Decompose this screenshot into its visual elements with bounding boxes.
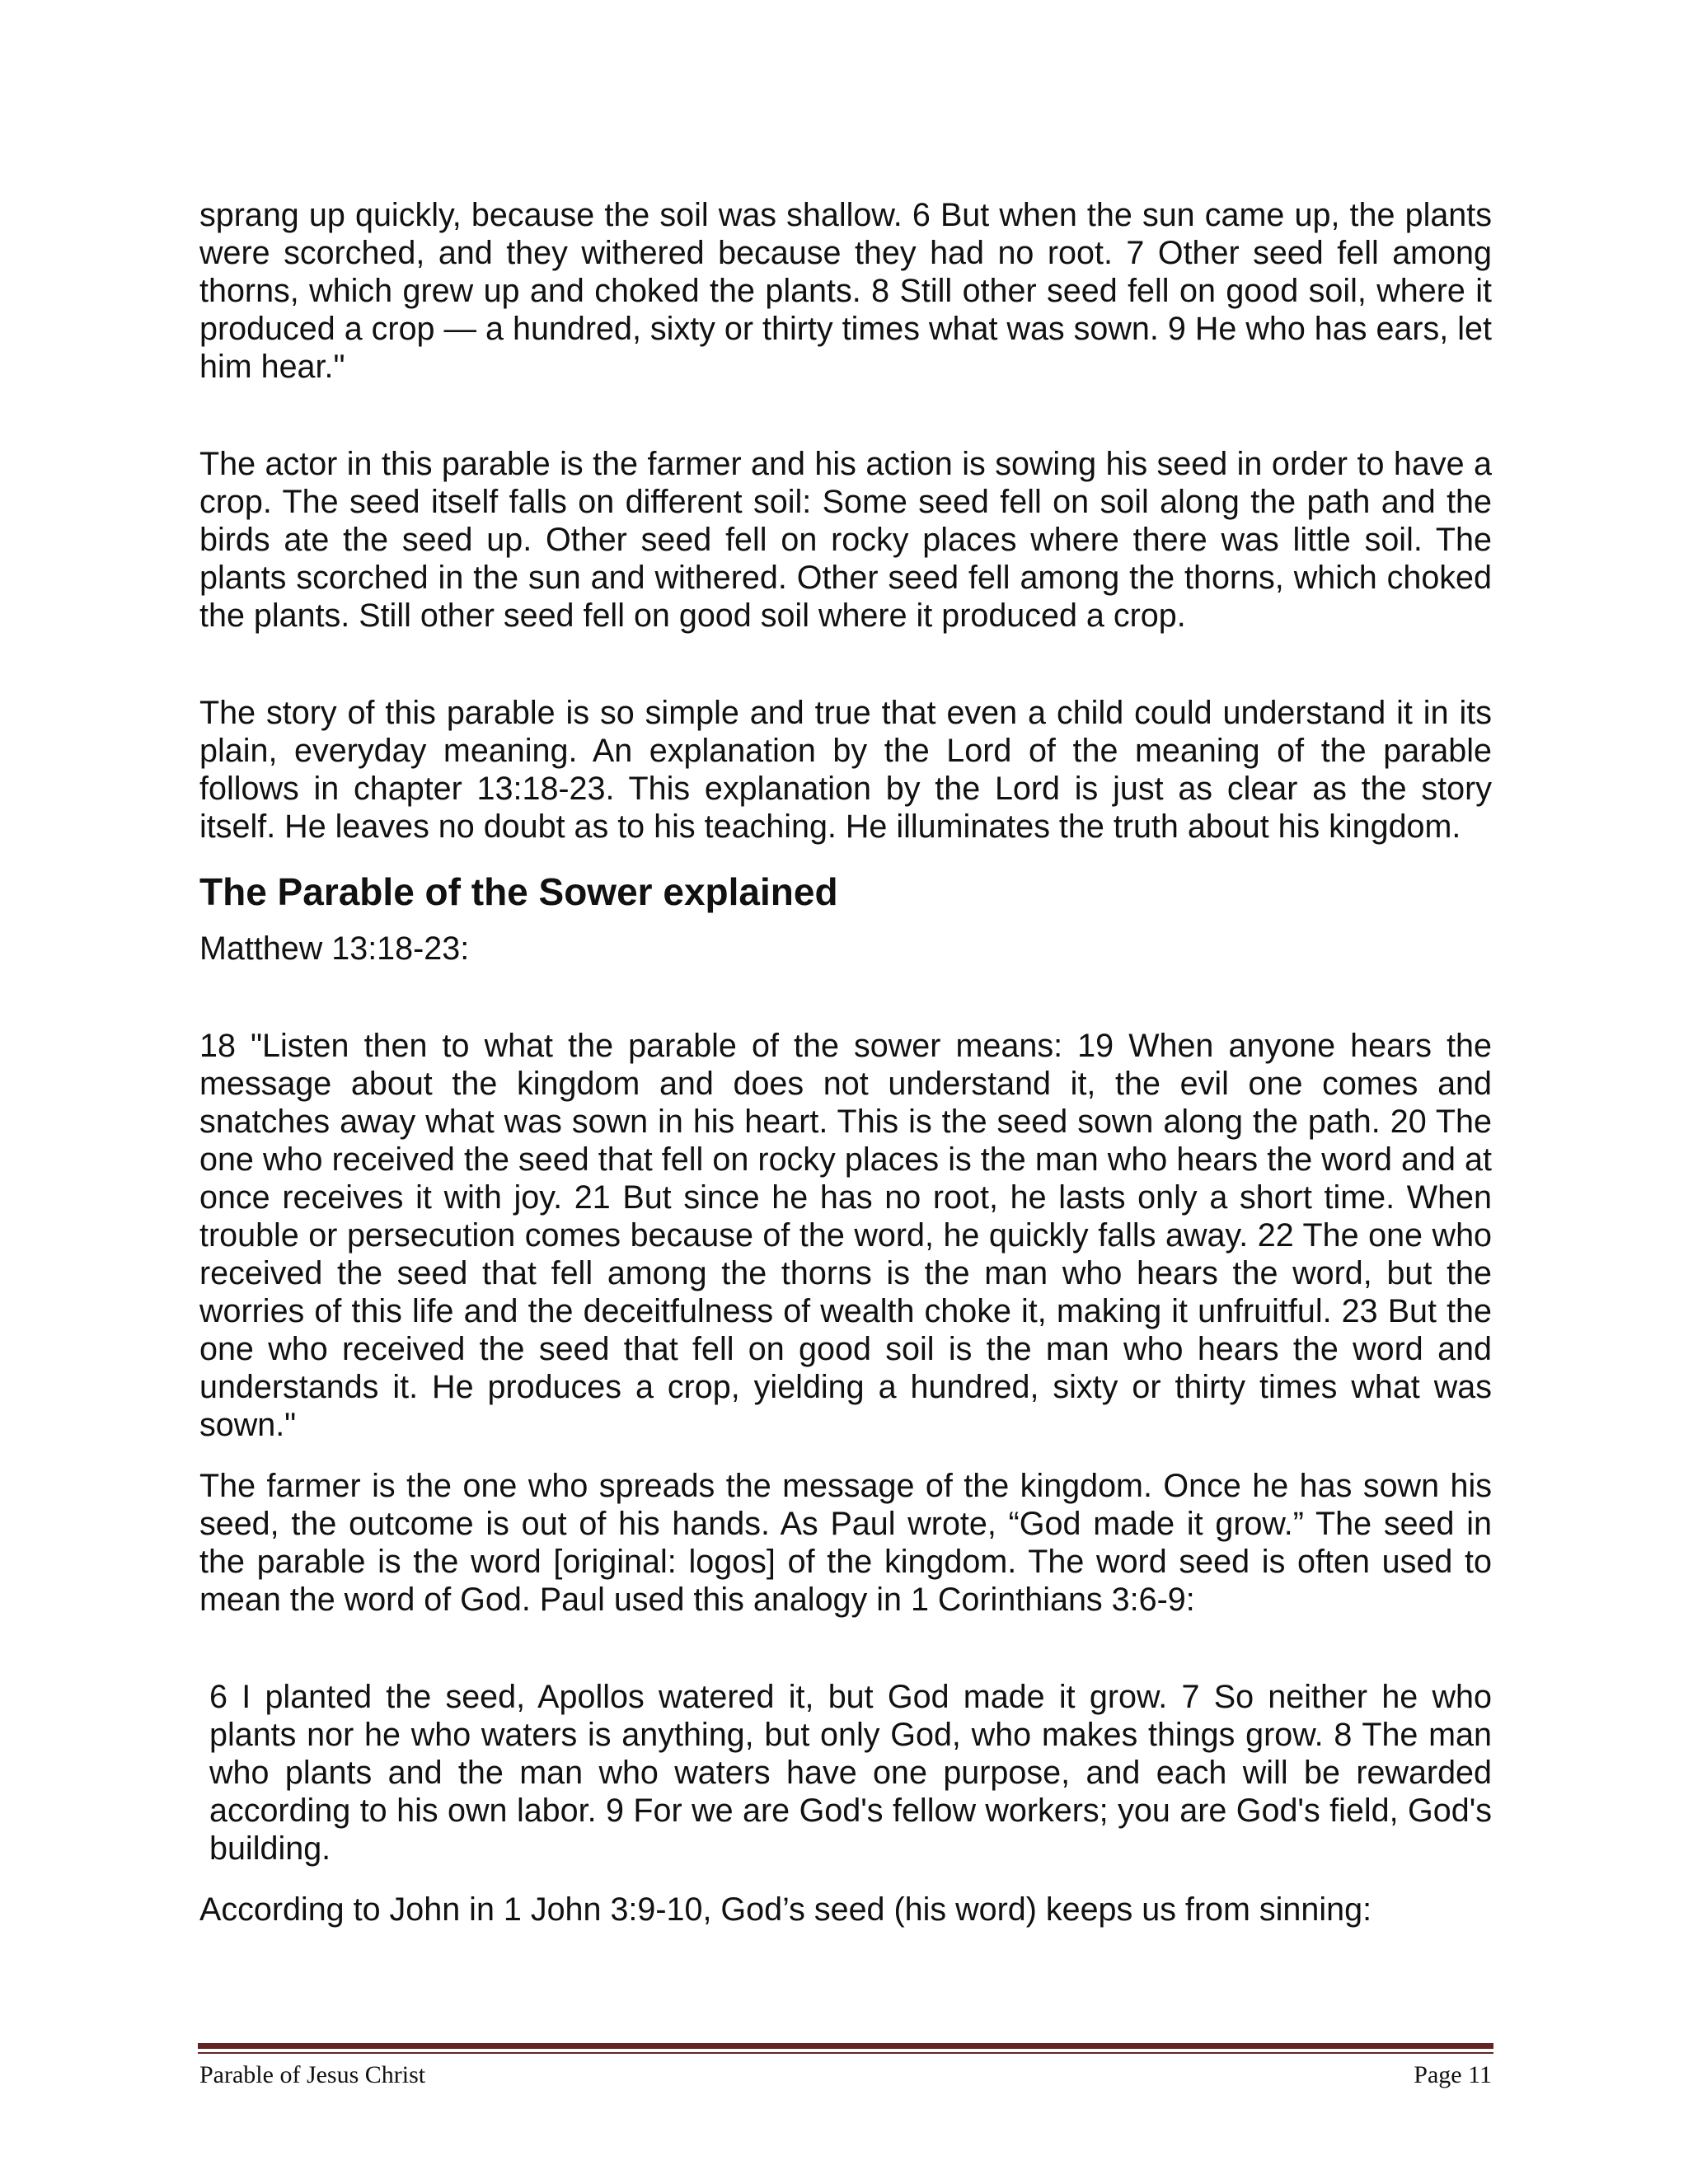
scripture-reference: Matthew 13:18-23:	[199, 930, 470, 967]
footer-rule-thin	[198, 2052, 1493, 2054]
paragraph-actor: The actor in this parable is the farmer and his action is sowing his seed in order to have a crop. The seed itself falls on different soil: Some seed fell on soil along the path and the birds ate the seed up. Other seed fell on rocky places where there was little soil. The plants scorched in the sun and withered. Other seed fell among the thorns, which choked the plants. Still other seed fell on good soil where it produced a crop.	[199, 446, 1492, 634]
section-heading: The Parable of the Sower explained	[199, 870, 838, 913]
paragraph-john: According to John in 1 John 3:9-10, God’s seed (his word) keeps us from sinning:	[199, 1891, 1372, 1928]
paragraph-corinthians-quote: 6 I planted the seed, Apollos watered it, but God made it grow. 7 So neither he who plants nor he who waters is anything, but only God, who makes things grow. 8 The man who plants and the man who waters have one purpose, and each will be rewarded according to his own labor. 9 For we are God's fellow workers; you are God's field, God's building.	[209, 1679, 1492, 1867]
footer-rule	[198, 2043, 1493, 2049]
document-body	[199, 196, 1492, 1929]
paragraph-story: The story of this parable is so simple and true that even a child could understand it in its plain, everyday meaning. An explanation by the Lord of the meaning of the parable follows in chapter 13:18-23. This explanation by the Lord is just as clear as the story itself. He leaves no doubt as to his teaching. He illuminates the truth about his kingdom.	[199, 695, 1492, 845]
paragraph-verses-18-23: 18 "Listen then to what the parable of the sower means: 19 When anyone hears the message about the kingdom and does not understand it, the evil one comes and snatches away what was sown in his heart. This is the seed sown along the path. 20 The one who received the seed that fell on rocky places is the man who hears the word and at once receives it with joy. 21 But since he has no root, he lasts only a short time. When trouble or persecution comes because of the word, he quickly falls away. 22 The one who received the seed that fell among the thorns is the man who hears the word, but the worries of this life and the deceitfulness of wealth choke it, making it unfruitful. 23 But the one who received the seed that fell on good soil is the man who hears the word and understands it. He produces a crop, yielding a hundred, sixty or thirty times what was sown."	[199, 1028, 1492, 1443]
page-number: Page 11	[1414, 2061, 1492, 2088]
paragraph-verses-5-9: sprang up quickly, because the soil was shallow. 6 But when the sun came up, the plants were scorched, and they withered because they had no root. 7 Other seed fell among thorns, which grew up and choked the plants. 8 Still other seed fell on good soil, where it produced a crop — a hundred, sixty or thirty times what was sown. 9 He who has ears, let him hear."	[199, 197, 1492, 385]
footer-title: Parable of Jesus Christ	[199, 2061, 426, 2088]
paragraph-farmer: The farmer is the one who spreads the message of the kingdom. Once he has sown his seed, the outcome is out of his hands. As Paul wrote, “God made it grow.” The seed in the parable is the word [original: logos] of the kingdom. The word seed is often used to mean the word of God. Paul used this analogy in 1 Corinthians 3:6-9:	[199, 1468, 1492, 1618]
